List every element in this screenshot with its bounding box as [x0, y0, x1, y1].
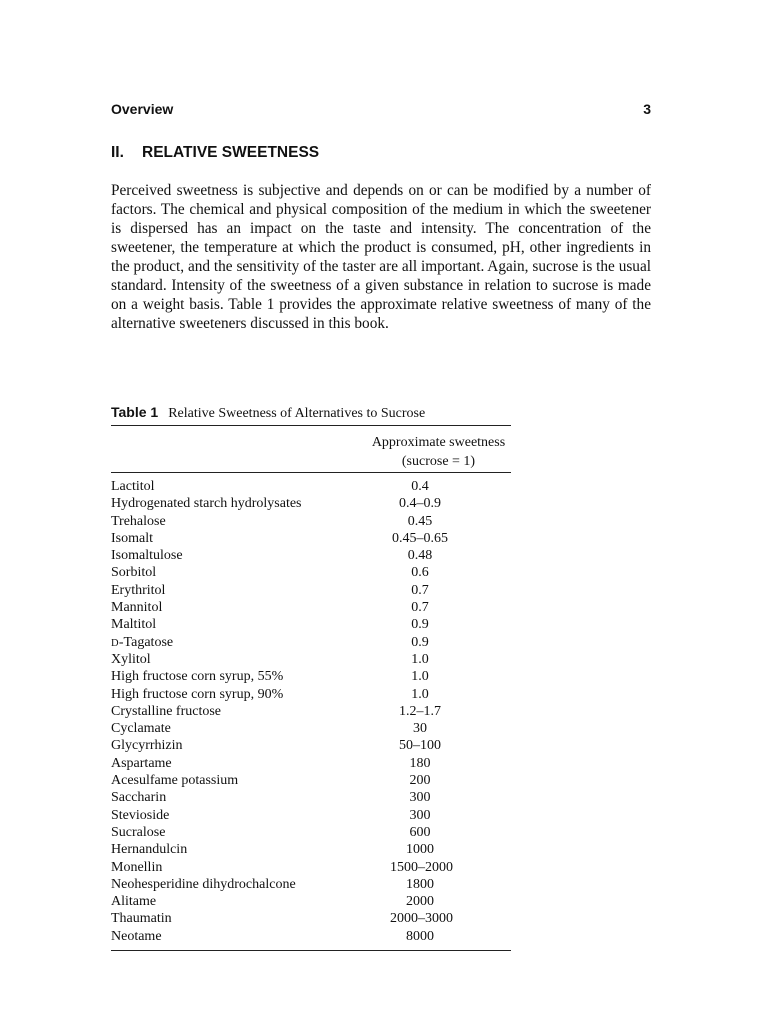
sweetness-value: 0.7	[411, 582, 429, 598]
sweetness-value: 0.45	[407, 513, 433, 529]
substance-name: Mannitol	[111, 600, 163, 616]
substance-name: Maltitol	[111, 617, 157, 633]
table-row	[111, 651, 511, 668]
table-caption-text: Relative Sweetness of Alternatives to Sucrose	[168, 406, 426, 421]
substance-name: Hernandulcin	[111, 842, 188, 858]
sweetness-value: 0.6	[411, 565, 429, 581]
substance-name: Neotame	[111, 928, 162, 944]
substance-name: Alitame	[111, 894, 157, 910]
substance-name: Glycyrrhizin	[111, 738, 183, 754]
table-bottom-rule	[111, 950, 511, 951]
sweetness-value: 1000	[406, 842, 434, 858]
sweetness-value: 0.7	[411, 600, 429, 616]
table-row	[111, 547, 511, 564]
sweetness-value: 8000	[406, 928, 434, 944]
table-row	[111, 737, 511, 754]
sweetness-value: 1.0	[411, 669, 429, 685]
substance-name: Aspartame	[111, 755, 172, 771]
substance-name: Monellin	[111, 859, 163, 875]
substance-name: Neohesperidine dihydrochalcone	[111, 876, 296, 892]
sweetness-value: 0.4	[411, 479, 429, 494]
table-body	[111, 478, 511, 945]
sweetness-value: 300	[409, 807, 431, 823]
substance-name-rest: -Tagatose	[118, 634, 174, 650]
table-row	[111, 634, 511, 651]
table-column-header	[366, 433, 511, 471]
table-header-rule	[111, 472, 511, 473]
table-row	[111, 616, 511, 633]
substance-name: Isomaltulose	[111, 548, 183, 564]
sweetness-value: 180	[409, 755, 431, 771]
substance-name: Cyclamate	[111, 721, 171, 737]
table-row	[111, 859, 511, 876]
sweetness-value: 300	[409, 790, 431, 806]
sweetness-value: 0.48	[407, 548, 433, 564]
sweetness-value: 0.9	[411, 634, 429, 650]
sweetness-value: 1800	[406, 876, 434, 892]
sweetness-value: 600	[409, 824, 431, 840]
table-row	[111, 893, 511, 910]
substance-name: Lactitol	[111, 479, 155, 494]
body-paragraph: Perceived sweetness is subjective and depends on or can be modified by a number of factors. The chemical and physical composition of the medium in which the sweetener is dispersed has an impact on the taste and intensity. The concentration of the sweetener, the temperature at which the product is consumed, pH, other ingredients in the product, and the sensitivity of the taster are all important. Again, sucrose is the usual standard. Intensity of the sweetness of a given substance in relation to sucrose is made on a weight basis. Table 1 provides the approximate relative sweetness of many of the alternative sweeteners discussed in this book.	[111, 182, 651, 332]
sweetness-value: 1.0	[411, 651, 429, 667]
running-header-title: Overview	[111, 101, 174, 117]
table-row	[111, 478, 511, 495]
sweetness-value: 1500–2000	[390, 859, 453, 875]
table-row	[111, 530, 511, 547]
table-label: Table 1	[111, 404, 159, 420]
table-top-rule	[111, 425, 511, 426]
substance-name: Trehalose	[111, 513, 166, 529]
sweetness-value: 1.2–1.7	[399, 703, 441, 719]
table-row	[111, 772, 511, 789]
table-row	[111, 928, 511, 945]
table-row	[111, 876, 511, 893]
substance-name: Sorbitol	[111, 565, 157, 581]
substance-name: Erythritol	[111, 582, 166, 598]
table-row	[111, 807, 511, 824]
column-header-line-2: (sucrose = 1)	[401, 454, 476, 469]
table-row	[111, 720, 511, 737]
table-row	[111, 824, 511, 841]
section-heading	[111, 144, 319, 162]
sweetness-value: 2000–3000	[390, 911, 453, 927]
substance-name: Sucralose	[111, 824, 166, 840]
table-row	[111, 686, 511, 703]
table-row	[111, 582, 511, 599]
page-number: 3	[643, 101, 651, 117]
table-row	[111, 668, 511, 685]
substance-name: Xylitol	[111, 651, 151, 667]
section-number: II.	[111, 144, 124, 161]
substance-name: High fructose corn syrup, 55%	[111, 669, 284, 685]
table-row	[111, 755, 511, 772]
substance-name: Isomalt	[111, 530, 153, 546]
table-row	[111, 599, 511, 616]
substance-name: Saccharin	[111, 790, 167, 806]
substance-name: Thaumatin	[111, 911, 172, 927]
table-caption	[111, 404, 511, 422]
substance-name: Stevioside	[111, 807, 170, 823]
substance-name: Crystalline fructose	[111, 703, 222, 719]
substance-name: High fructose corn syrup, 90%	[111, 686, 284, 702]
substance-name: Acesulfame potassium	[111, 773, 239, 789]
sweetness-value: 1.0	[411, 686, 429, 702]
table-row	[111, 495, 511, 512]
running-header	[111, 101, 651, 121]
sweetness-value: 200	[409, 773, 431, 789]
section-title: RELATIVE SWEETNESS	[142, 144, 320, 161]
sweetness-value: 0.4–0.9	[399, 496, 441, 512]
table-row	[111, 703, 511, 720]
substance-name	[111, 634, 173, 652]
table-row	[111, 513, 511, 530]
small-caps-prefix: D	[111, 637, 119, 649]
sweetness-value: 50–100	[399, 738, 441, 754]
sweetness-value: 30	[413, 721, 427, 737]
sweetness-value: 2000	[406, 894, 434, 910]
table-row	[111, 789, 511, 806]
sweetness-value: 0.9	[411, 617, 429, 633]
table-row	[111, 564, 511, 581]
substance-name: Hydrogenated starch hydrolysates	[111, 496, 302, 512]
sweetness-value: 0.45–0.65	[392, 530, 448, 546]
table-row	[111, 910, 511, 927]
column-header-line-1: Approximate sweetness	[371, 435, 506, 450]
table-row	[111, 841, 511, 858]
